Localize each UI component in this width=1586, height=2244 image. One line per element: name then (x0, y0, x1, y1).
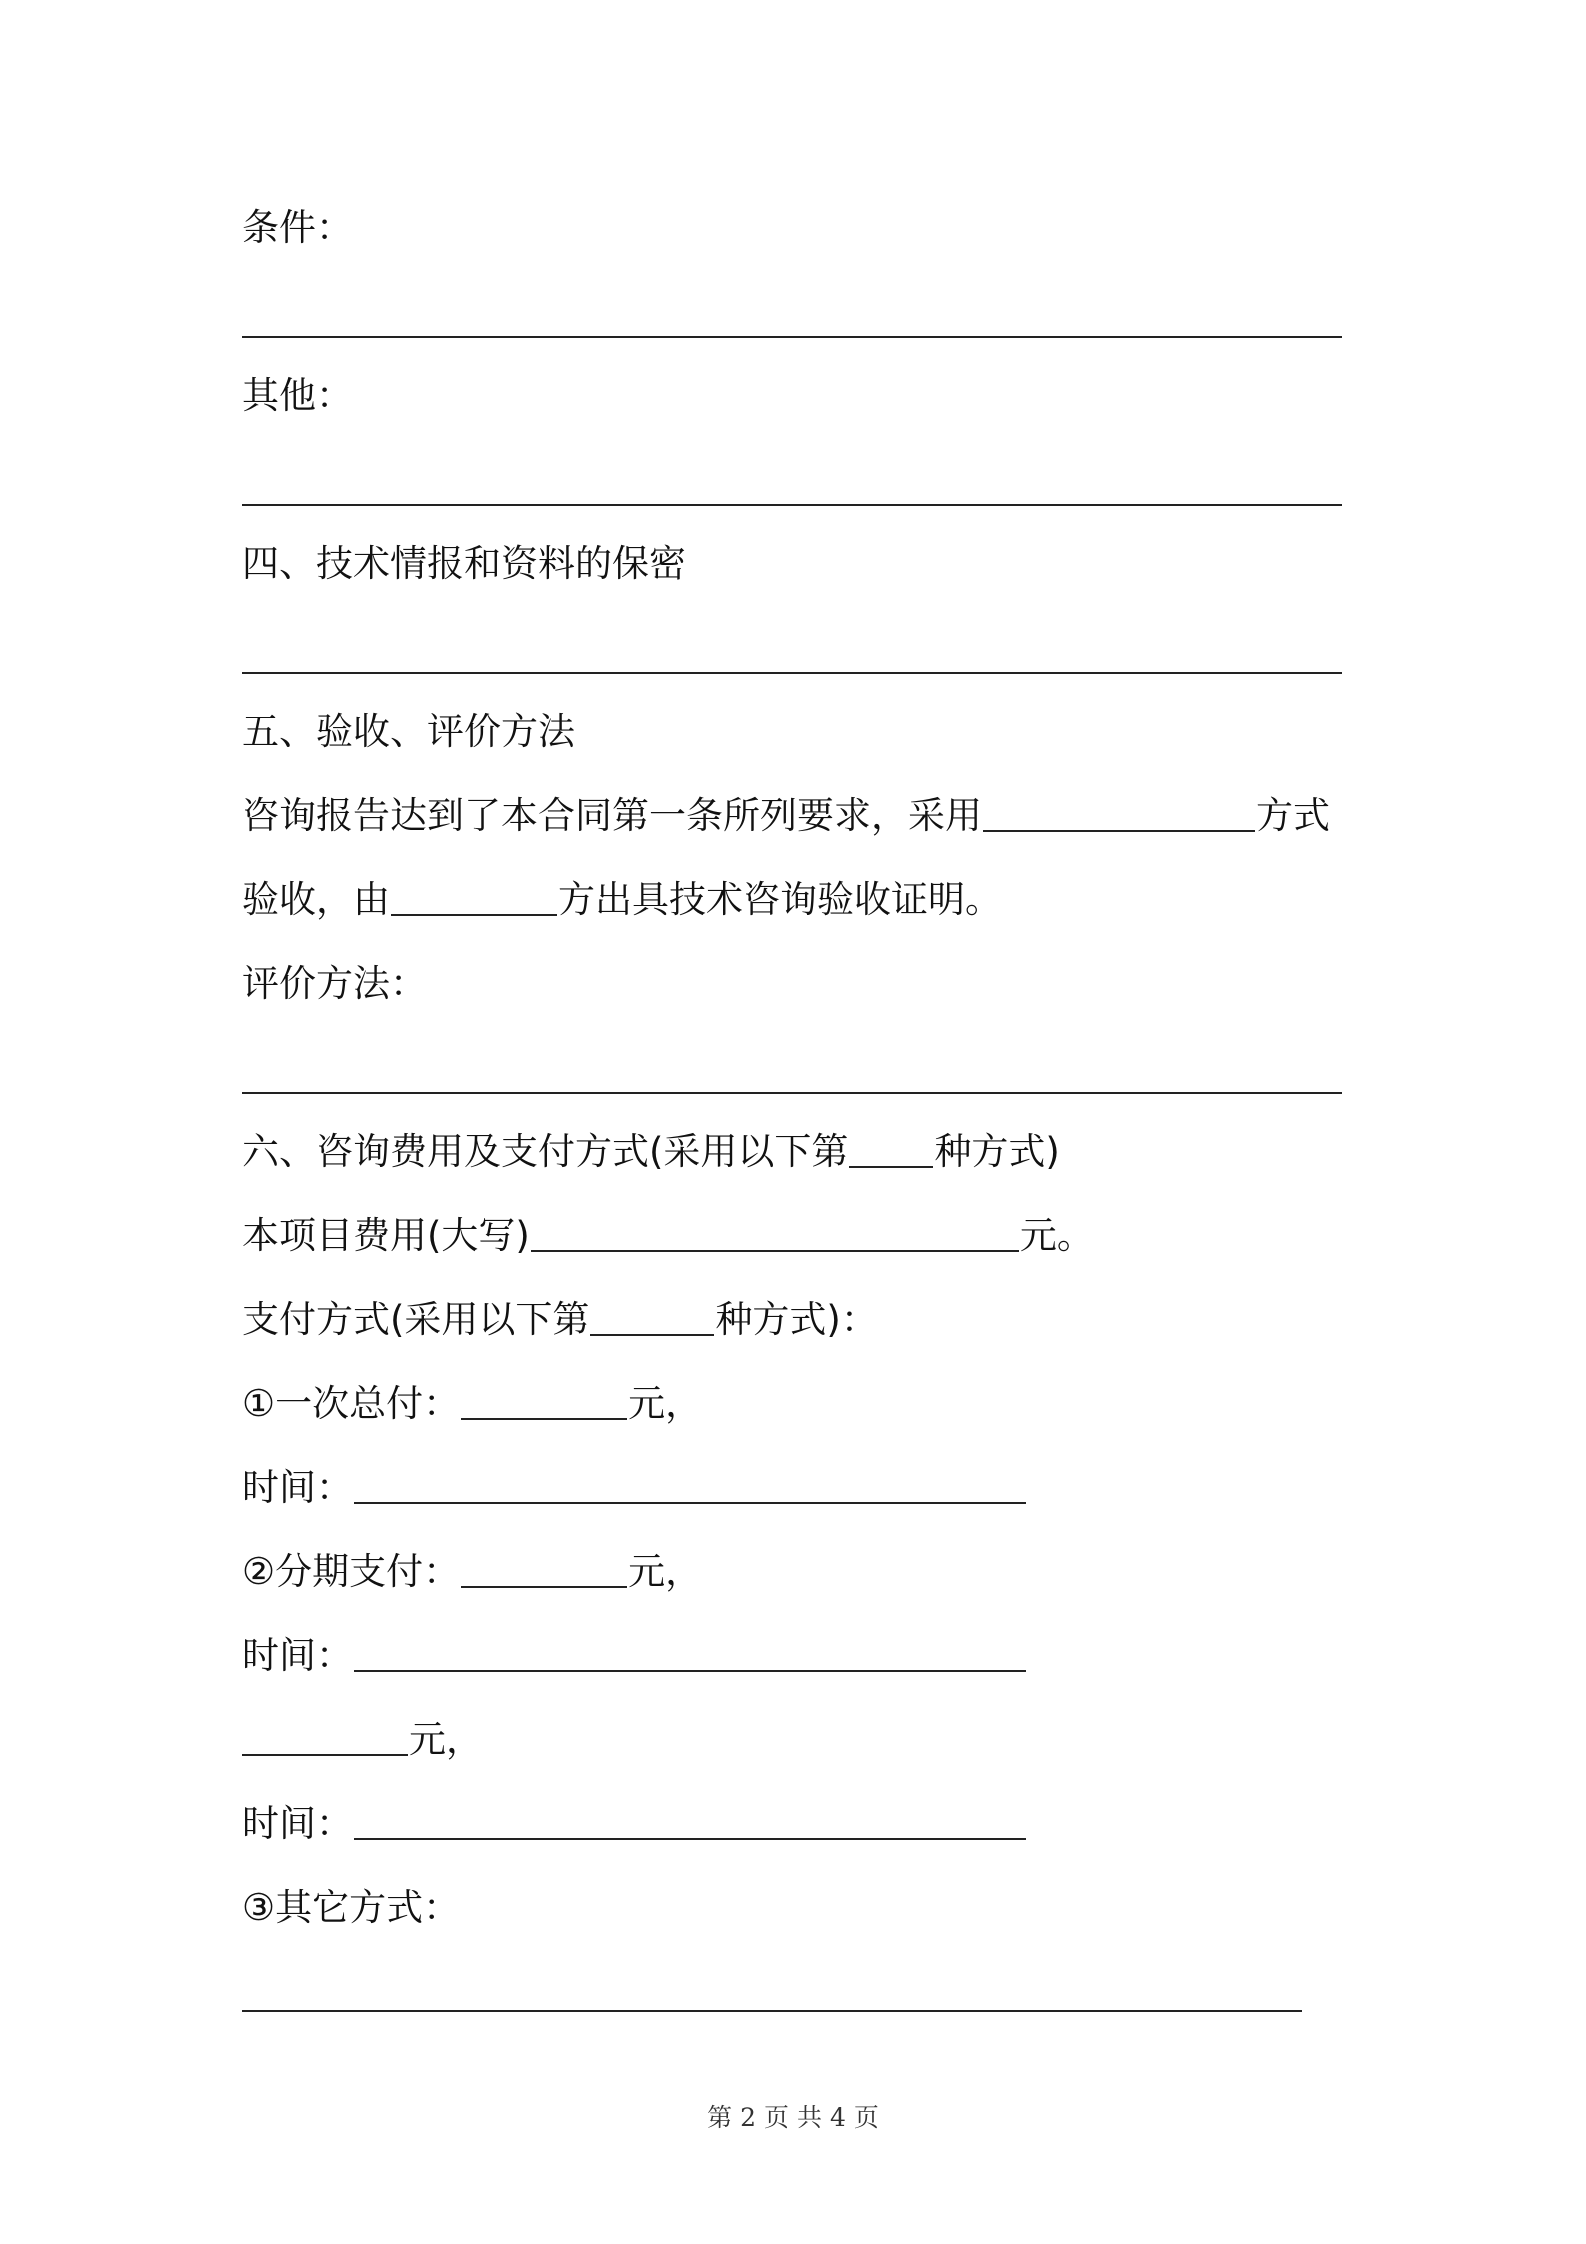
lump-sum-time-line (242, 1466, 1027, 1510)
footer-prefix: 第 (707, 2103, 733, 2132)
payment-method-after: 种方式)： (715, 1298, 878, 1341)
payment-method-blank (590, 1334, 714, 1336)
conditions-blank-line (242, 336, 1342, 338)
section6-option-blank (849, 1166, 933, 1168)
evaluation-blank-line (242, 1092, 1342, 1094)
installment-time-blank-1 (354, 1670, 1026, 1672)
installment-time-blank-2 (354, 1838, 1026, 1840)
fee-amount-blank (531, 1250, 1019, 1252)
installment-line (242, 1550, 702, 1594)
payment-method-before: 支付方式(采用以下第 (242, 1298, 590, 1341)
acceptance-text-after: 方式 (1256, 794, 1330, 837)
lump-sum-time-blank (354, 1502, 1026, 1504)
installment-unit: 元， (628, 1550, 703, 1593)
acceptance-line-2 (242, 878, 1002, 922)
acceptance-party-blank (391, 914, 557, 916)
evaluation-label: 评价方法： (242, 962, 427, 1005)
acceptance-method-blank (983, 830, 1255, 832)
fee-line (242, 1214, 1094, 1258)
footer-current-page: 2 (740, 2103, 756, 2132)
installment-extra-unit: 元， (409, 1718, 483, 1761)
acceptance-line-1 (242, 794, 1330, 838)
footer-total-pages: 4 (830, 2103, 846, 2132)
other-payment-blank-line (242, 2010, 1302, 2012)
acceptance-text-before: 咨询报告达到了本合同第一条所列要求，采用 (242, 794, 982, 837)
acceptance-by-before: 验收，由 (242, 878, 390, 921)
installment-time-line-2 (242, 1802, 1027, 1846)
fee-unit: 元。 (1019, 1214, 1094, 1257)
conditions-label: 条件： (242, 206, 353, 249)
time-label: 时间： (242, 1634, 353, 1677)
section6-heading-after: 种方式) (934, 1130, 1060, 1173)
fee-label: 本项目费用(大写) (242, 1214, 530, 1257)
other-label: 其他： (242, 374, 353, 417)
acceptance-by-after: 方出具技术咨询验收证明。 (558, 878, 1002, 921)
lump-sum-unit: 元， (628, 1382, 703, 1425)
footer-suffix: 页 (853, 2103, 879, 2132)
time-label: 时间： (242, 1802, 353, 1845)
payment-method-line (242, 1298, 878, 1342)
section5-heading: 五、验收、评价方法 (242, 710, 575, 753)
installment-amount-blank (461, 1586, 627, 1588)
other-payment-label: ③其它方式： (242, 1886, 461, 1929)
section4-blank-line (242, 672, 1342, 674)
lump-sum-amount-blank (461, 1418, 627, 1420)
other-blank-line (242, 504, 1342, 506)
lump-sum-line (242, 1382, 702, 1426)
time-label: 时间： (242, 1466, 353, 1509)
section6-heading-before: 六、咨询费用及支付方式(采用以下第 (242, 1130, 849, 1173)
section6-heading (242, 1130, 1060, 1174)
section4-heading: 四、技术情报和资料的保密 (242, 542, 686, 585)
installment-time-line-1 (242, 1634, 1027, 1678)
footer-page-word: 页 (763, 2103, 789, 2132)
installment-extra-amount-blank (242, 1754, 408, 1756)
page-footer (0, 2098, 1586, 2134)
installment-label: ②分期支付： (242, 1550, 461, 1593)
installment-extra-line (242, 1718, 483, 1762)
lump-sum-label: ①一次总付： (242, 1382, 461, 1425)
footer-total-word: 共 (797, 2103, 823, 2132)
